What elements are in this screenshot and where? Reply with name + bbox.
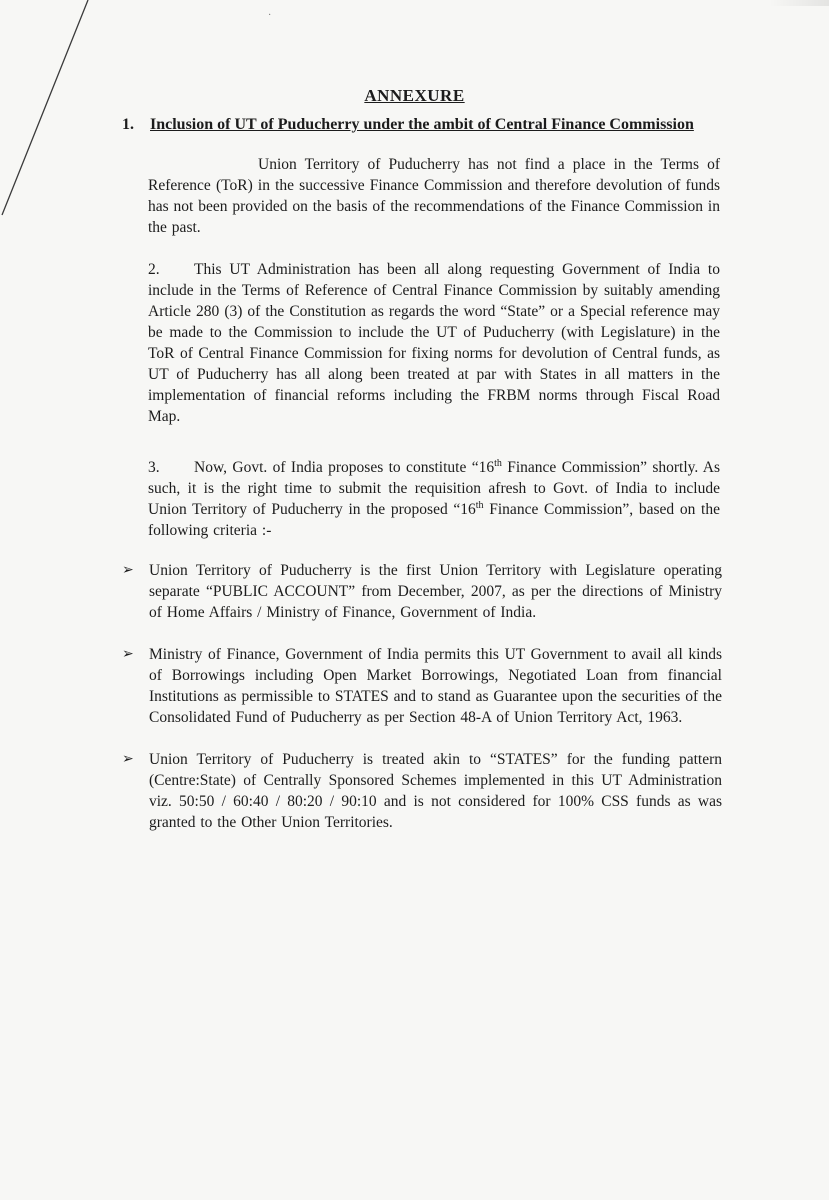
paragraph-3-text-c: Finance Commission”, based on the following criteria :- <box>148 501 720 539</box>
scan-mark: · <box>268 10 272 21</box>
section-heading <box>122 116 742 134</box>
list-item <box>122 749 722 833</box>
list-item <box>122 560 722 623</box>
arrow-bullet-icon: ➢ <box>122 563 134 578</box>
paragraph-3-number: 3. <box>148 459 160 476</box>
paragraph-2 <box>148 259 720 427</box>
annexure-title: ANNEXURE <box>364 86 465 105</box>
paragraph-3 <box>148 457 720 541</box>
arrow-bullet-icon: ➢ <box>122 647 134 662</box>
paper-fold-line <box>0 0 100 220</box>
criteria-text: Union Territory of Puducherry is the first Union Territory with Legislature operating separate “PUBLIC ACCOUNT” from December, 2007, as per the directions of Ministry of Home Affairs / Ministry of Finance, Government of India. <box>149 562 722 621</box>
paragraph-3-text-b: Finance Commission” shortly. As such, it is the right time to submit the requisition afresh to Govt. of India to include Union Territory of Puducherry in the proposed “16 <box>148 459 720 518</box>
ordinal-suffix: th <box>475 499 484 511</box>
paragraph-2-text: This UT Administration has been all along requesting Government of India to include in the Terms of Reference of Central Finance Commission by suitably amending Article 280 (3) of the Constitution as regards the word “State” or a Special reference may be made to the Commission to include the UT of Puducherry (with Legislature) in the ToR of Central Finance Commission for fixing norms for devolution of Central funds, as UT of Puducherry has all along been treated at par with States in all matters in the implementation of financial reforms including the FRBM norms through Fiscal Road Map. <box>148 261 720 425</box>
criteria-list <box>122 560 722 854</box>
list-item <box>122 644 722 728</box>
criteria-text: Union Territory of Puducherry is treated akin to “STATES” for the funding pattern (Centre:State) of Centrally Sponsored Schemes implemented in this UT Administration viz. 50:50 / 60:40 / 80:20 / 90:10 and is not considered for 100% CSS funds as was granted to the Other Union Territories. <box>149 751 722 831</box>
ordinal-suffix: th <box>494 457 502 469</box>
arrow-bullet-icon: ➢ <box>122 752 134 767</box>
criteria-text: Ministry of Finance, Government of India permits this UT Government to avail all kinds of Borrowings including Open Market Borrowings, Negotiated Loan from financial Institutions as permissible to STATES and to stand as Guarantee upon the securities of the Consolidated Fund of Puducherry as per Section 48-A of Union Territory Act, 1963. <box>149 646 722 726</box>
paragraph-2-number: 2. <box>148 261 160 278</box>
paragraph-1: Union Territory of Puducherry has not find a place in the Terms of Reference (ToR) in the successive Finance Commission and therefore devolution of funds has not been provided on the basis of the recommendations of the Finance Commission in the past. <box>148 156 720 236</box>
corner-smudge <box>769 0 829 6</box>
section-heading-text: Inclusion of UT of Puducherry under the ambit of Central Finance Commission <box>150 116 694 133</box>
section-number: 1. <box>122 116 134 133</box>
paragraph-3-text-a: Now, Govt. of India proposes to constitute “16 <box>194 459 495 476</box>
